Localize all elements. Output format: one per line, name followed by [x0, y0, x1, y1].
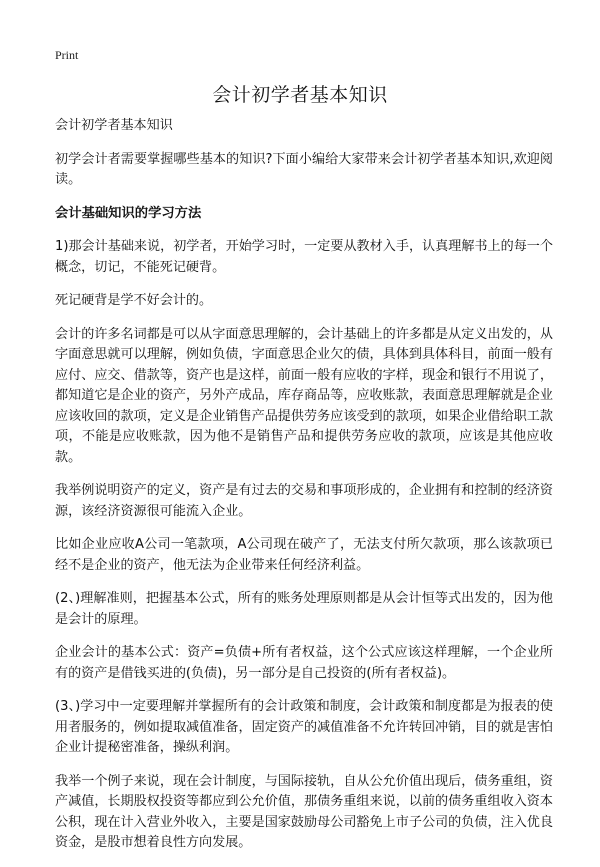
intro-paragraph: 初学会计者需要掌握哪些基本的知识?下面小编给大家带来会计初学者基本知识,欢迎阅读。	[55, 151, 553, 187]
paragraph: 企业会计的基本公式：资产=负债+所有者权益，这个公式应该这样理解，一个企业所有的资产是借钱买进的(负债)，另一部分是自己投资的(所有者权益)。	[55, 645, 553, 681]
paragraph: 比如企业应收A公司一笔款项，A公司现在破产了，无法支付所欠款项，那么该款项已经不是企业的资产，他无法为企业带来任何经济利益。	[55, 537, 553, 573]
article-body	[55, 116, 553, 867]
section-heading: 会计基础知识的学习方法	[55, 205, 202, 221]
paragraph: 死记硬背是学不好会计的。	[55, 293, 213, 308]
paragraph: 1)那会计基础来说，初学者，开始学习时，一定要从教材入手，认真理解书上的每一个概念，切记，不能死记硬背。	[55, 239, 553, 275]
paragraph: (2、)理解准则，把握基本公式，所有的账务处理原则都是从会计恒等式出发的，因为他是会计的原理。	[55, 591, 553, 627]
paragraph: 我举一个例子来说，现在会计制度，与国际接轨，自从公允价值出现后，债务重组，资产减值，长期股权投资等都应到公允价值，那债务重组来说，以前的债务重组收入资本公积，现在计入营业外收入，主要是国家鼓励母公司豁免上市子公司的负债，注入优良资金，是股市想着良性方向发展。	[55, 773, 553, 850]
subtitle: 会计初学者基本知识	[55, 118, 173, 133]
print-link[interactable]: Print	[55, 48, 79, 62]
paragraph: 会计的许多名词都是可以从字面意思理解的，会计基础上的许多都是从定义出发的，从字面意思就可以理解，例如负债，字面意思企业欠的债，具体到具体科目，前面一般有应付、应交、借款等，资产也是这样，前面一般有应收的字样，现金和银行不用说了，都知道它是企业的资产，另外产成品，库存商品等，应收账款，表面意思理解就是企业应该收回的款项，定义是企业销售产品提供劳务应该受到的款项，如果企业借给职工款项，不能是应收账款，因为他不是销售产品和提供劳务应收的款项，应该是其他应收款。	[55, 326, 553, 465]
paragraph: (3、)学习中一定要理解并掌握所有的会计政策和制度，会计政策和制度都是为报表的使用者服务的，例如提取减值准备，固定资产的减值准备不允许转回冲销，目的就是害怕企业计提秘密准备，操纵利润。	[55, 699, 553, 755]
paragraph: 我举例说明资产的定义，资产是有过去的交易和事项形成的，企业拥有和控制的经济资源，该经济资源很可能流入企业。	[55, 483, 553, 519]
page-title: 会计初学者基本知识	[212, 84, 388, 106]
